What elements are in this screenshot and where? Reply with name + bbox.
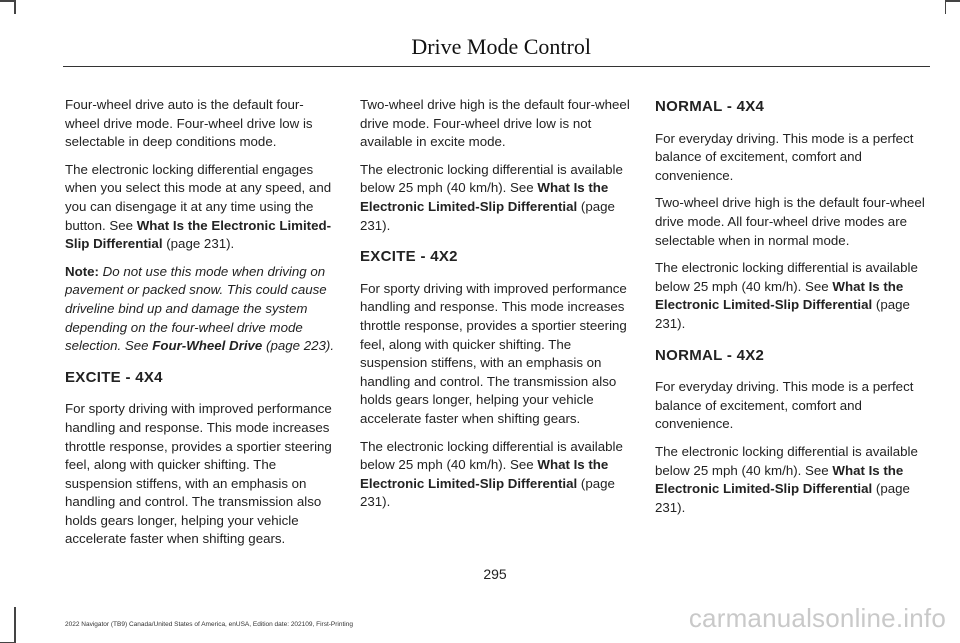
page-ref: (page 231).	[360, 475, 615, 510]
watermark: carmanualsonline.info	[688, 603, 946, 633]
column-2	[360, 96, 632, 521]
cross-reference-link[interactable]: What Is the Electronic Limited-Slip Differential	[655, 278, 904, 313]
paragraph: Two-wheel drive high is the default four-wheel drive mode. All four-wheel drive modes are selectable when in normal mode.	[655, 195, 925, 248]
text: The electronic locking differential is available below 25 mph (40 km/h). See	[655, 443, 918, 478]
crop-mark-top-left-v	[14, 0, 16, 14]
section-heading: EXCITE - 4X4	[65, 368, 163, 386]
text: The electronic locking differential is available below 25 mph (40 km/h). See	[360, 161, 623, 196]
text: The electronic locking differential engages when you select this mode at any speed, and you can disengage it at any time using the button. See	[65, 161, 332, 233]
crop-mark-top-left	[0, 0, 14, 2]
footer-edition-info: 2022 Navigator (TB9) Canada/United States of America, enUSA, Edition date: 202109, First-Printing	[65, 621, 353, 628]
page-ref: (page 223).	[262, 338, 335, 354]
section-heading: EXCITE - 4X2	[360, 248, 458, 266]
paragraph: Two-wheel drive high is the default four-wheel drive mode. Four-wheel drive low is not available in excite mode.	[360, 97, 630, 150]
paragraph: Four-wheel drive auto is the default four-wheel drive mode. Four-wheel drive low is selectable in deep conditions mode.	[65, 97, 313, 150]
paragraph	[655, 259, 927, 333]
page-ref: (page 231).	[360, 198, 615, 233]
page-ref: (page 231).	[162, 236, 235, 252]
header-divider	[63, 66, 930, 67]
cross-reference-link[interactable]: What Is the Electronic Limited-Slip Differential	[655, 462, 904, 497]
note-text: Do not use this mode when driving on pavement or packed snow. This could cause driveline bind up and damage the system depending on the four-wheel drive mode selection. See	[65, 263, 327, 354]
text: The electronic locking differential is available below 25 mph (40 km/h). See	[360, 438, 623, 473]
page-number: 295	[483, 566, 507, 582]
paragraph	[655, 443, 927, 517]
column-1	[65, 96, 337, 558]
cross-reference-link[interactable]: What Is the Electronic Limited-Slip Differential	[360, 457, 609, 491]
column-3	[655, 96, 927, 526]
paragraph	[360, 161, 632, 235]
paragraph: For sporty driving with improved performance handling and response. This mode increases throttle response, provides a sportier steering feel, along with quicker shifting. The suspension stiffens, with an emphasis on handling and control. The transmission also holds gears longer, helping your vehicle accelerate faster when shifting gears.	[65, 401, 332, 547]
page-ref: (page 231).	[655, 297, 910, 331]
text: The electronic locking differential is available below 25 mph (40 km/h). See	[655, 260, 918, 294]
note	[65, 263, 337, 356]
crop-mark-bottom-left-v	[14, 607, 16, 643]
paragraph: For everyday driving. This mode is a perfect balance of excitement, comfort and convenience.	[655, 130, 914, 183]
section-heading: NORMAL - 4X4	[655, 98, 765, 115]
page-title: Drive Mode Control	[411, 34, 591, 59]
paragraph: For everyday driving. This mode is a perfect balance of excitement, comfort and convenience.	[655, 379, 914, 432]
cross-reference-link[interactable]: Four-Wheel Drive	[152, 338, 263, 354]
cross-reference-link[interactable]: What Is the Electronic Limited-Slip Differential	[360, 180, 609, 214]
paragraph: For sporty driving with improved performance handling and response. This mode increases throttle response, provides a sportier steering feel, along with quicker shifting. The suspension stiffens, with an emphasis on handling and control. The transmission also holds gears longer, helping your vehicle accelerate faster when shifting gears.	[360, 280, 627, 426]
section-heading: NORMAL - 4X2	[655, 346, 765, 364]
page-ref: (page 231).	[655, 481, 910, 515]
note-label: Note:	[65, 263, 99, 279]
crop-mark-top-right-v	[945, 0, 947, 14]
crop-mark-top-right	[946, 0, 960, 2]
paragraph	[65, 161, 337, 254]
cross-reference-link[interactable]: What Is the Electronic Limited-Slip Differential	[65, 217, 332, 252]
paragraph	[360, 438, 632, 512]
